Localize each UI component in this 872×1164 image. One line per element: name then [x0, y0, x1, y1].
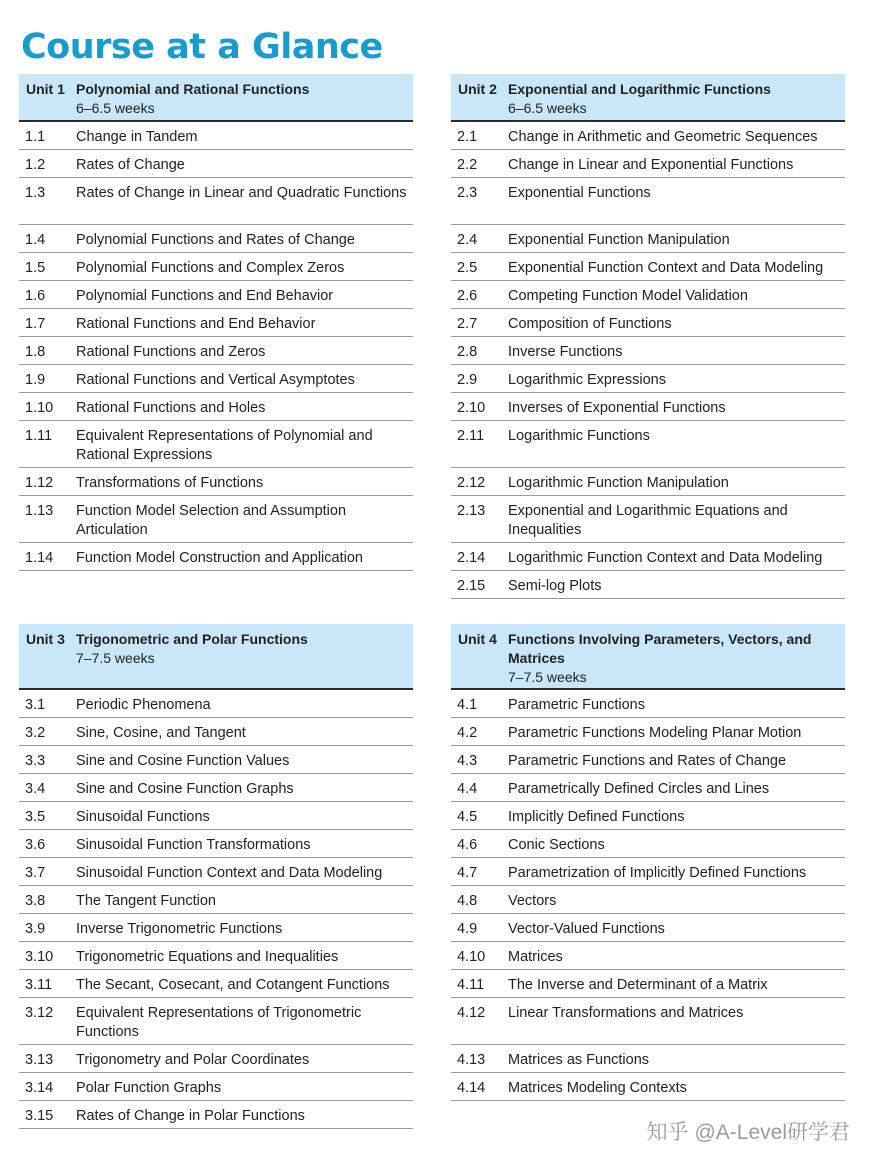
unit-name: Functions Involving Parameters, Vectors, and Matrices [508, 631, 812, 666]
topic-title: Rational Functions and Zeros [76, 344, 266, 360]
topic-row [451, 253, 845, 281]
topic-row [451, 886, 845, 914]
topic-number: 3.1 [25, 697, 46, 713]
topic-row [19, 281, 413, 309]
topic-row [451, 468, 845, 496]
unit-number: Unit 2 [458, 81, 497, 97]
topic-number: 2.1 [457, 129, 478, 145]
topic-number: 4.8 [457, 893, 478, 909]
topic-title: Inverses of Exponential Functions [508, 400, 726, 416]
unit-heading [76, 80, 405, 114]
topic-row [451, 1045, 845, 1073]
unit-name: Trigonometric and Polar Functions [76, 631, 308, 647]
topic-row [451, 122, 845, 150]
topic-title: Polynomial Functions and Complex Zeros [76, 260, 345, 276]
topic-title: Trigonometric Equations and Inequalities [76, 949, 339, 965]
topic-row [19, 830, 413, 858]
topic-title: Vectors [508, 893, 557, 909]
topic-title: Vector-Valued Functions [508, 921, 665, 937]
topic-title: The Tangent Function [76, 893, 216, 909]
topic-row [451, 337, 845, 365]
topic-title: Exponential Functions [508, 185, 651, 201]
topic-number: 4.2 [457, 725, 478, 741]
topic-row [19, 718, 413, 746]
topic-row [451, 830, 845, 858]
topic-number: 3.9 [25, 921, 46, 937]
topic-row [19, 1073, 413, 1101]
topic-row [19, 150, 413, 178]
unit-duration: 6–6.5 weeks [76, 100, 155, 116]
topic-title: Conic Sections [508, 837, 605, 853]
topic-title: Change in Arithmetic and Geometric Sequences [508, 129, 818, 145]
topic-title: Sine and Cosine Function Values [76, 753, 290, 769]
topic-row [451, 746, 845, 774]
unit-heading [508, 630, 837, 685]
topic-row [451, 1073, 845, 1101]
topic-row [451, 281, 845, 309]
topic-title: Rational Functions and End Behavior [76, 316, 316, 332]
topic-row [19, 468, 413, 496]
topic-row [19, 309, 413, 337]
unit-header [451, 624, 845, 690]
topic-title: Parametric Functions Modeling Planar Motion [508, 725, 802, 741]
watermark: 知乎 @A-Level研学君 [646, 1121, 850, 1144]
topic-row [451, 365, 845, 393]
topic-number: 4.7 [457, 865, 478, 881]
topic-number: 3.12 [25, 1005, 54, 1021]
topic-number: 4.1 [457, 697, 478, 713]
topic-title: Equivalent Representations of Polynomial and Rational Expressions [76, 428, 373, 463]
topic-title: Logarithmic Functions [508, 428, 650, 444]
topic-number: 2.7 [457, 316, 478, 332]
topic-title: Semi-log Plots [508, 578, 602, 594]
topic-title: Logarithmic Function Context and Data Modeling [508, 550, 823, 566]
topic-number: 4.6 [457, 837, 478, 853]
topic-title: Matrices Modeling Contexts [508, 1080, 687, 1096]
topic-title: Exponential and Logarithmic Equations and Inequalities [508, 503, 788, 538]
topic-row [19, 1101, 413, 1129]
topic-number: 2.15 [457, 578, 486, 594]
topic-title: Rates of Change in Linear and Quadratic Functions [76, 185, 407, 201]
topic-title: Function Model Construction and Application [76, 550, 363, 566]
topic-row [19, 365, 413, 393]
topic-row [451, 393, 845, 421]
topic-title: Parametric Functions and Rates of Change [508, 753, 787, 769]
topic-row [451, 690, 845, 718]
topic-number: 2.14 [457, 550, 486, 566]
topic-number: 2.6 [457, 288, 478, 304]
topic-number: 3.13 [25, 1052, 54, 1068]
unit-name: Polynomial and Rational Functions [76, 81, 310, 97]
topic-row [19, 421, 413, 468]
topic-title: Composition of Functions [508, 316, 672, 332]
topic-row [451, 718, 845, 746]
topic-number: 1.12 [25, 475, 54, 491]
topic-title: Inverse Trigonometric Functions [76, 921, 283, 937]
topic-number: 3.3 [25, 753, 46, 769]
topic-title: Parametrically Defined Circles and Lines [508, 781, 770, 797]
topic-number: 2.9 [457, 372, 478, 388]
topic-number: 4.11 [457, 977, 485, 993]
topic-row [451, 496, 845, 543]
topic-number: 1.14 [25, 550, 54, 566]
topic-row [19, 690, 413, 718]
topic-row [19, 337, 413, 365]
topic-number: 2.3 [457, 185, 478, 201]
topic-title: Polar Function Graphs [76, 1080, 222, 1096]
topic-row [451, 858, 845, 886]
topic-number: 1.4 [25, 232, 46, 248]
topic-title: Matrices [508, 949, 563, 965]
topic-title: Sinusoidal Functions [76, 809, 210, 825]
topic-title: Rational Functions and Vertical Asymptotes [76, 372, 355, 388]
topic-row [19, 746, 413, 774]
topic-number: 1.3 [25, 185, 46, 201]
topic-number: 3.10 [25, 949, 54, 965]
topic-row [451, 914, 845, 942]
topic-row [451, 774, 845, 802]
topic-row [451, 225, 845, 253]
topic-title: Function Model Selection and Assumption Articulation [76, 503, 347, 538]
topic-number: 1.2 [25, 157, 46, 173]
topic-title: The Secant, Cosecant, and Cotangent Functions [76, 977, 390, 993]
topic-number: 2.10 [457, 400, 486, 416]
topic-row [19, 1045, 413, 1073]
unit-number: Unit 3 [26, 631, 65, 647]
topic-title: Rational Functions and Holes [76, 400, 266, 416]
topic-row [451, 421, 845, 468]
topic-row [451, 970, 845, 998]
topic-title: Parametric Functions [508, 697, 645, 713]
topic-row [19, 178, 413, 225]
topic-number: 1.13 [25, 503, 54, 519]
topic-title: Sinusoidal Function Context and Data Modeling [76, 865, 383, 881]
topic-row [19, 253, 413, 281]
topic-number: 2.11 [457, 428, 485, 444]
topic-row [19, 942, 413, 970]
topic-row [19, 774, 413, 802]
topic-title: Transformations of Functions [76, 475, 264, 491]
topic-title: Matrices as Functions [508, 1052, 650, 1068]
topic-number: 2.13 [457, 503, 486, 519]
topic-number: 3.7 [25, 865, 46, 881]
topic-number: 4.4 [457, 781, 478, 797]
unit-2-table [451, 74, 845, 599]
topic-row [451, 998, 845, 1045]
topic-title: Implicitly Defined Functions [508, 809, 685, 825]
topic-row [19, 393, 413, 421]
topic-row [451, 543, 845, 571]
unit-header [451, 74, 845, 122]
topic-row [19, 543, 413, 571]
topic-row [19, 998, 413, 1045]
unit-number: Unit 1 [26, 81, 65, 97]
topic-number: 4.5 [457, 809, 478, 825]
topic-number: 3.4 [25, 781, 46, 797]
topic-number: 4.9 [457, 921, 478, 937]
topic-number: 1.11 [25, 428, 53, 444]
topic-number: 1.7 [25, 316, 46, 332]
unit-4-table [451, 624, 845, 1101]
unit-heading [76, 630, 405, 682]
topic-title: Competing Function Model Validation [508, 288, 748, 304]
topic-number: 1.1 [25, 129, 46, 145]
topic-row [19, 970, 413, 998]
topic-row [451, 802, 845, 830]
topic-number: 1.10 [25, 400, 54, 416]
topic-title: Sine, Cosine, and Tangent [76, 725, 246, 741]
topic-title: Logarithmic Function Manipulation [508, 475, 729, 491]
topic-title: Inverse Functions [508, 344, 623, 360]
topic-title: Exponential Function Context and Data Modeling [508, 260, 824, 276]
topic-number: 4.10 [457, 949, 486, 965]
topic-title: Polynomial Functions and Rates of Change [76, 232, 355, 248]
unit-duration: 7–7.5 weeks [508, 669, 587, 685]
topic-title: Polynomial Functions and End Behavior [76, 288, 334, 304]
topic-number: 3.6 [25, 837, 46, 853]
topic-title: Rates of Change [76, 157, 185, 173]
topic-number: 1.6 [25, 288, 46, 304]
topic-row [19, 496, 413, 543]
topic-number: 1.8 [25, 344, 46, 360]
topic-number: 3.5 [25, 809, 46, 825]
topic-number: 2.12 [457, 475, 486, 491]
unit-3-table [19, 624, 413, 1129]
topic-title: Change in Linear and Exponential Functions [508, 157, 794, 173]
topic-number: 4.14 [457, 1080, 486, 1096]
topic-title: The Inverse and Determinant of a Matrix [508, 977, 768, 993]
topic-number: 4.3 [457, 753, 478, 769]
topic-title: Exponential Function Manipulation [508, 232, 730, 248]
topic-title: Equivalent Representations of Trigonometric Functions [76, 1005, 362, 1040]
topic-title: Periodic Phenomena [76, 697, 211, 713]
topic-number: 4.12 [457, 1005, 486, 1021]
topic-row [451, 942, 845, 970]
page-title: Course at a Glance [21, 27, 383, 67]
topic-number: 3.8 [25, 893, 46, 909]
topic-row [451, 309, 845, 337]
topic-number: 3.11 [25, 977, 53, 993]
topic-row [451, 150, 845, 178]
topic-title: Trigonometry and Polar Coordinates [76, 1052, 310, 1068]
topic-number: 1.9 [25, 372, 46, 388]
unit-header [19, 624, 413, 690]
topic-row [19, 225, 413, 253]
topic-number: 4.13 [457, 1052, 486, 1068]
topic-row [19, 858, 413, 886]
unit-number: Unit 4 [458, 631, 497, 647]
topic-row [451, 178, 845, 225]
unit-1-table [19, 74, 413, 571]
topic-row [19, 914, 413, 942]
unit-duration: 6–6.5 weeks [508, 100, 587, 116]
topic-number: 2.5 [457, 260, 478, 276]
topic-number: 3.2 [25, 725, 46, 741]
topic-title: Linear Transformations and Matrices [508, 1005, 744, 1021]
topic-title: Change in Tandem [76, 129, 198, 145]
topic-number: 1.5 [25, 260, 46, 276]
topic-number: 2.4 [457, 232, 478, 248]
topic-number: 3.15 [25, 1108, 54, 1124]
topic-number: 2.2 [457, 157, 478, 173]
topic-title: Sinusoidal Function Transformations [76, 837, 311, 853]
unit-heading [508, 80, 837, 114]
topic-title: Parametrization of Implicitly Defined Functions [508, 865, 807, 881]
topic-number: 3.14 [25, 1080, 54, 1096]
topic-title: Rates of Change in Polar Functions [76, 1108, 305, 1124]
unit-header [19, 74, 413, 122]
topic-row [19, 886, 413, 914]
topic-row [19, 122, 413, 150]
unit-duration: 7–7.5 weeks [76, 650, 155, 666]
topic-title: Sine and Cosine Function Graphs [76, 781, 294, 797]
unit-name: Exponential and Logarithmic Functions [508, 81, 771, 97]
topic-row [19, 802, 413, 830]
topic-title: Logarithmic Expressions [508, 372, 666, 388]
topic-row [451, 571, 845, 599]
topic-number: 2.8 [457, 344, 478, 360]
